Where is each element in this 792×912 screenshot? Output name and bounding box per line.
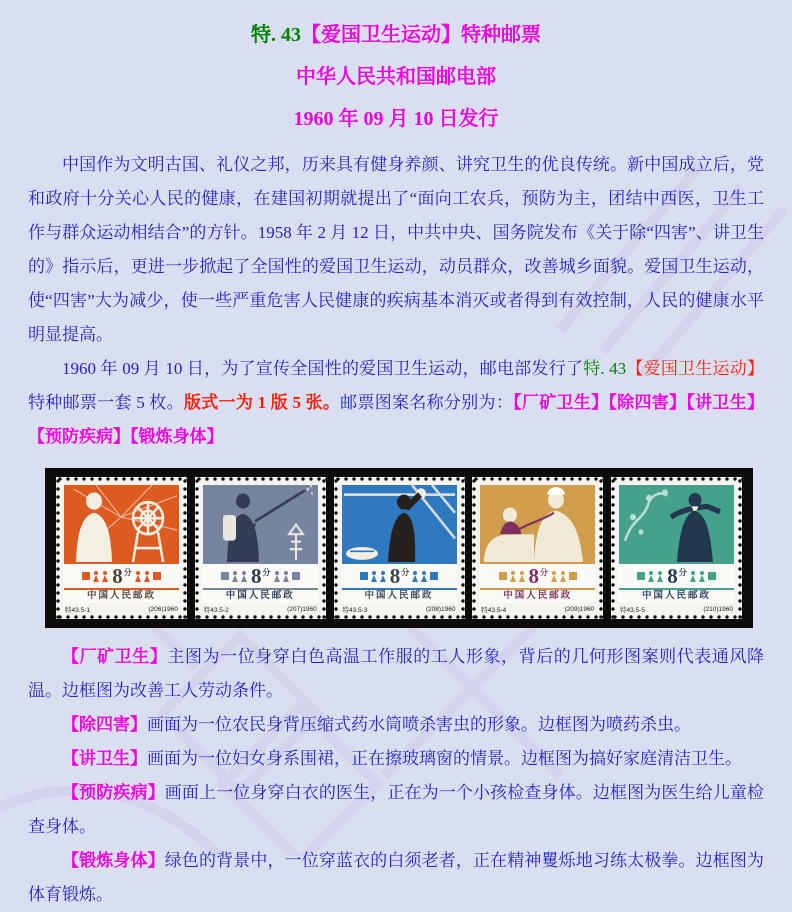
- description-text: 画面为一位妇女身系围裙，正在擦玻璃窗的情景。边框图为搞好家庭清洁卫生。: [147, 749, 742, 768]
- stamp-physical-exercise: [611, 477, 742, 619]
- postal-inscription: 中国人民邮政: [619, 590, 734, 603]
- stamp-caption: [342, 603, 457, 615]
- stamp-value-band: [342, 562, 457, 590]
- window-cleaning-illustration: [342, 485, 457, 562]
- p2-catalog-number: 特. 43: [583, 359, 627, 378]
- stamp-industrial-hygiene: [56, 477, 187, 619]
- stamp-value-band: [64, 562, 179, 590]
- description-label: 【讲卫生】: [62, 749, 147, 768]
- denomination: 8: [667, 564, 678, 588]
- p2-text-1: 1960 年 09 月 10 日，为了宣传全国性的爱国卫生运动，邮电部发行了: [62, 359, 584, 378]
- stamp-issue-number: (209)1960: [564, 606, 595, 613]
- stamp-name-3: 【讲卫生】: [686, 393, 765, 412]
- border-ornament-icon: [548, 569, 578, 583]
- series-name: 【爱国卫生运动】: [301, 24, 461, 46]
- postal-inscription: 中国人民邮政: [64, 590, 179, 603]
- stamp-value-band: [480, 562, 595, 590]
- stamp-issue-number: (206)1960: [148, 606, 178, 613]
- stamp-value-band: [203, 562, 318, 590]
- stamp-issue-number: (207)1960: [287, 606, 317, 613]
- fen-label: 分: [678, 568, 687, 577]
- stamp-hygiene-art: [342, 485, 457, 562]
- issue-date-title: 1960 年 09 月 10 日发行: [293, 108, 499, 130]
- border-ornament-icon: [81, 569, 111, 583]
- fen-label: 分: [262, 568, 271, 577]
- denomination: 8: [389, 564, 401, 588]
- stamps-image: [45, 468, 753, 628]
- stamp-serial: 特43.5-2: [203, 607, 229, 614]
- series-type: 特种邮票: [461, 24, 541, 46]
- stamp-issue-number: (210)1960: [703, 606, 733, 613]
- description-disease-prevention: [28, 776, 764, 844]
- postal-inscription: 中国人民邮政: [203, 590, 318, 603]
- issuer-title: 中华人民共和国邮电部: [296, 66, 496, 88]
- description-text: 画面为一位农民身背压缩式药水筒喷杀害虫的形象。边框图为喷药杀虫。: [147, 715, 691, 734]
- description-industrial-hygiene: [28, 640, 764, 708]
- stamp-pest-elimination-art: [203, 485, 318, 562]
- stamp-serial: 特43.5-5: [620, 607, 645, 614]
- postal-inscription: 中国人民邮政: [480, 590, 595, 603]
- p2-format-note: 版式一为 1 版 5 张。: [183, 393, 341, 412]
- stamp-serial: 特43.5-3: [342, 607, 368, 614]
- border-ornament-icon: [687, 569, 717, 583]
- stamp-name-4: 【预防疾病】: [28, 427, 130, 446]
- stamp-name-1: 【厂矿卫生】: [513, 393, 609, 412]
- fen-label: 分: [540, 568, 548, 577]
- worker-and-ventilator-illustration: [64, 485, 179, 562]
- page-title: [28, 22, 764, 48]
- stamp-hygiene: [334, 477, 465, 619]
- description-label: 【除四害】: [62, 715, 147, 734]
- stamp-descriptions: [28, 640, 764, 912]
- tai-chi-elder-illustration: [619, 485, 734, 562]
- description-pest-elimination: [28, 708, 764, 742]
- intro-paragraph-1: 中国作为文明古国、礼仪之邦，历来具有健身养颜、讲究卫生的优良传统。新中国成立后，党和政府十分关心人民的健康，在建国初期就提出了“面向工农兵，预防为主，团结中西医，卫生工作与群众运动相结合”的方针。1958 年 2 月 12 日，中共中央、国务院发布《关于除“四害”、讲卫生的》指示后，更进一步掀起了全国性的爱国卫生运动，动员群众，改善城乡面貌。爱国卫生运动，使“四害”大为减少，使一些严重危害人民健康的疾病基本消灭或者得到有效控制，人民的健康水平明显提高。: [28, 155, 764, 344]
- stamp-value-band: [619, 562, 734, 590]
- description-text: 绿色的背景中，一位穿蓝衣的白须老者，正在精神矍烁地习练太极拳。边框图为体育锻炼。: [28, 851, 764, 904]
- stamp-issue-number: (208)1960: [425, 606, 456, 613]
- catalog-number: 特. 43: [251, 24, 301, 46]
- description-physical-exercise: [28, 844, 764, 912]
- fen-label: 分: [123, 568, 132, 577]
- p2-text-3: 邮票图案名称分别为：: [340, 393, 514, 412]
- stamp-caption: [619, 603, 734, 615]
- postal-inscription: 中国人民邮政: [342, 590, 457, 603]
- denomination: 8: [528, 564, 539, 588]
- stamp-caption: [203, 603, 318, 615]
- stamp-caption: [480, 603, 595, 615]
- stamp-name-5: 【锻炼身体】: [130, 427, 224, 446]
- stamp-physical-exercise-art: [619, 485, 734, 562]
- fen-label: 分: [401, 568, 410, 577]
- denomination: 8: [112, 564, 123, 588]
- doctor-examining-child-illustration: [480, 485, 595, 562]
- border-ornament-icon: [359, 569, 389, 583]
- denomination: 8: [251, 564, 262, 588]
- description-label: 【预防疾病】: [62, 783, 165, 802]
- description-label: 【厂矿卫生】: [62, 647, 168, 666]
- p2-series-name: 【爱国卫生运动】: [626, 359, 765, 378]
- description-hygiene: [28, 742, 764, 776]
- farmer-sprayer-illustration: [203, 485, 318, 562]
- border-ornament-icon: [220, 569, 250, 583]
- stamp-name-2: 【除四害】: [608, 393, 687, 412]
- border-ornament-icon: [132, 569, 162, 583]
- border-ornament-icon: [409, 569, 439, 583]
- stamp-industrial-hygiene-art: [64, 485, 179, 562]
- stamp-serial: 特43.5-1: [65, 607, 90, 614]
- p2-text-2: 特种邮票一套 5 枚。: [28, 393, 184, 412]
- stamp-disease-prevention: [472, 477, 603, 619]
- border-ornament-icon: [636, 569, 666, 583]
- stamp-caption: [64, 603, 179, 615]
- intro-paragraph-2: [28, 352, 764, 454]
- stamp-disease-prevention-art: [480, 485, 595, 562]
- description-text: 主图为一位身穿白色高温工作服的工人形象，背后的几何形图案则代表通风降温。边框图为改善工人劳动条件。: [28, 647, 765, 700]
- description-text: 画面上一位身穿白衣的医生，正在为一个小孩检查身体。边框图为医生给儿童检查身体。: [28, 783, 764, 836]
- border-ornament-icon: [271, 569, 301, 583]
- stamp-pest-elimination: [195, 477, 326, 619]
- description-label: 【锻炼身体】: [62, 851, 165, 870]
- border-ornament-icon: [498, 569, 528, 583]
- stamp-serial: 特43.5-4: [481, 607, 507, 614]
